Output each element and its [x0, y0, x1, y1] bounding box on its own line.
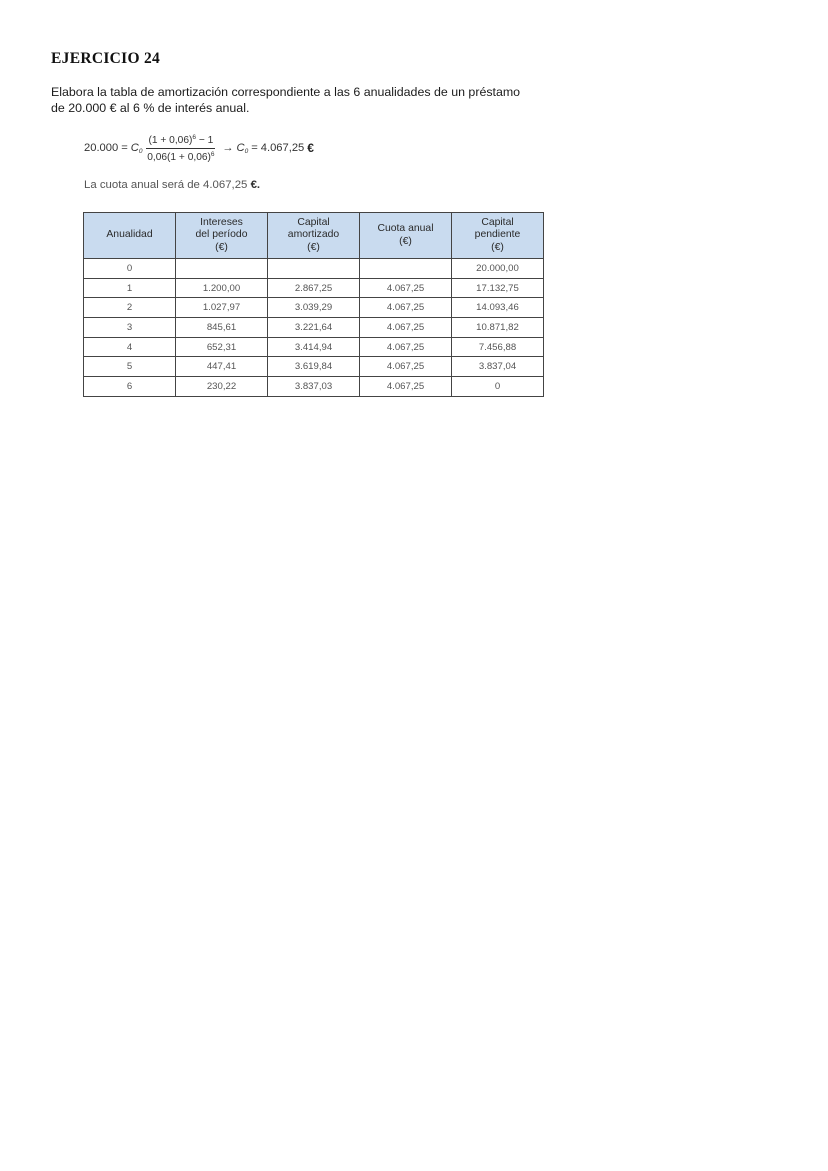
formula-c0: $C_0$ — [130, 141, 143, 155]
cell-capital-pendiente: 20.000,00 — [452, 259, 544, 279]
cell-anualidad: 6 — [84, 377, 176, 397]
result-sentence — [84, 179, 260, 191]
table-row — [84, 278, 544, 298]
cell-cuota-anual: 4.067,25 — [360, 337, 452, 357]
cell-anualidad: 2 — [84, 298, 176, 318]
exercise-statement — [51, 84, 551, 116]
cell-capital-amortizado — [268, 259, 360, 279]
cell-capital-amortizado: 3.039,29 — [268, 298, 360, 318]
formula-result-unit: € — [307, 141, 314, 155]
formula-equals: = — [121, 142, 128, 154]
cell-anualidad: 1 — [84, 278, 176, 298]
statement-line: de 20.000 € al 6 % de interés anual. — [51, 101, 250, 115]
cell-cuota-anual: 4.067,25 — [360, 278, 452, 298]
cell-intereses: 230,22 — [176, 377, 268, 397]
cell-capital-pendiente: 7.456,88 — [452, 337, 544, 357]
formula-result-c0: $C_0$ — [236, 141, 249, 155]
cell-anualidad: 0 — [84, 259, 176, 279]
table-row — [84, 318, 544, 338]
formula-numerator: $(1 + 0,06)^6 - 1$ — [146, 134, 215, 149]
annuity-formula — [84, 131, 314, 165]
cell-cuota-anual — [360, 259, 452, 279]
cell-anualidad: 3 — [84, 318, 176, 338]
table-row — [84, 298, 544, 318]
table-header-row — [84, 213, 544, 259]
header-anualidad: Anualidad — [84, 213, 176, 259]
table-row — [84, 337, 544, 357]
cell-capital-amortizado: 3.414,94 — [268, 337, 360, 357]
cell-capital-amortizado: 3.837,03 — [268, 377, 360, 397]
cell-intereses: 447,41 — [176, 357, 268, 377]
cell-capital-pendiente: 17.132,75 — [452, 278, 544, 298]
header-cuota-anual: Cuota anual (€) — [360, 213, 452, 259]
formula-result-value: 4.067,25 — [260, 142, 305, 154]
table-row — [84, 259, 544, 279]
cell-capital-amortizado: 2.867,25 — [268, 278, 360, 298]
formula-fraction — [146, 134, 215, 163]
header-capital-amortizado: Capital amortizado (€) — [268, 213, 360, 259]
formula-result-equals: = — [251, 142, 258, 154]
cell-capital-pendiente: 3.837,04 — [452, 357, 544, 377]
formula-denominator: $0,06(1 + 0,06)^6$ — [147, 150, 215, 163]
cell-intereses: 1.027,97 — [176, 298, 268, 318]
cell-capital-pendiente: 14.093,46 — [452, 298, 544, 318]
cell-intereses: 845,61 — [176, 318, 268, 338]
cell-intereses: 1.200,00 — [176, 278, 268, 298]
cell-capital-pendiente: 10.871,82 — [452, 318, 544, 338]
cell-anualidad: 5 — [84, 357, 176, 377]
cell-intereses — [176, 259, 268, 279]
header-capital-pendiente: Capital pendiente (€) — [452, 213, 544, 259]
table-row — [84, 377, 544, 397]
cell-anualidad: 4 — [84, 337, 176, 357]
cell-capital-pendiente: 0 — [452, 377, 544, 397]
cell-capital-amortizado: 3.221,64 — [268, 318, 360, 338]
statement-line: Elabora la tabla de amortización correspondiente a las 6 anualidades de un préstamo — [51, 85, 521, 99]
cell-capital-amortizado: 3.619,84 — [268, 357, 360, 377]
cell-cuota-anual: 4.067,25 — [360, 377, 452, 397]
cell-intereses: 652,31 — [176, 337, 268, 357]
result-text: La cuota anual será de 4.067,25 — [84, 179, 248, 191]
amortization-table — [83, 212, 544, 397]
cell-cuota-anual: 4.067,25 — [360, 298, 452, 318]
header-intereses: Intereses del período (€) — [176, 213, 268, 259]
cell-cuota-anual: 4.067,25 — [360, 318, 452, 338]
formula-principal: 20.000 — [84, 142, 119, 154]
cell-cuota-anual: 4.067,25 — [360, 357, 452, 377]
table-row — [84, 357, 544, 377]
exercise-heading: EJERCICIO 24 — [51, 50, 161, 67]
formula-arrow: → — [222, 142, 234, 154]
result-unit: €. — [250, 179, 261, 191]
